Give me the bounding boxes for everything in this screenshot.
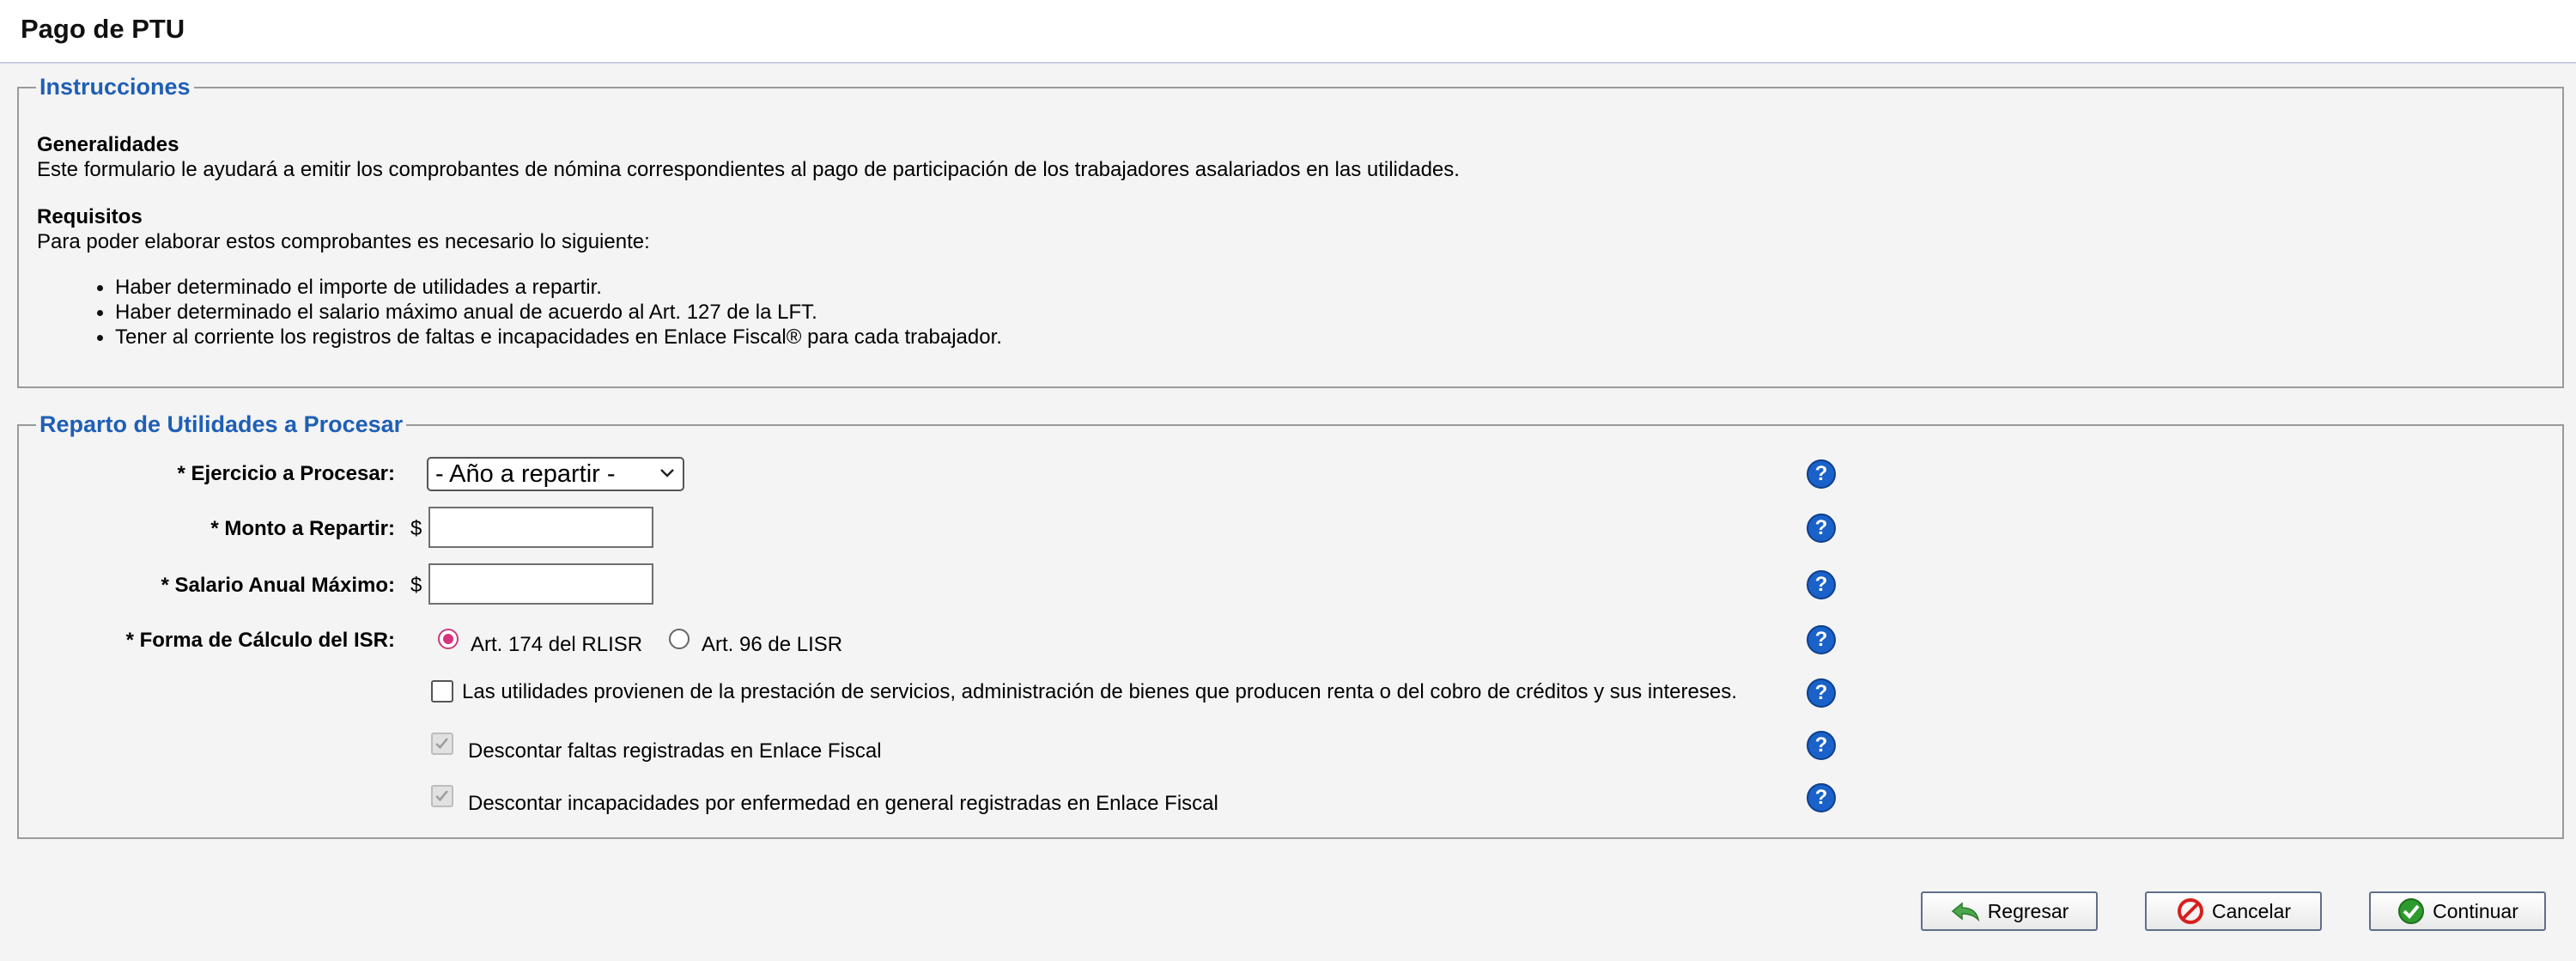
reparto-panel [17, 411, 2564, 839]
chevron-down-icon [660, 469, 674, 477]
help-icon[interactable]: ? [1807, 678, 1836, 708]
checkmark-circle-icon [2397, 897, 2426, 926]
instructions-legend: Instrucciones [39, 74, 191, 100]
help-icon[interactable]: ? [1807, 570, 1836, 599]
requisitos-title: Requisitos [37, 205, 143, 228]
radio-art174-label: Art. 174 del RLISR [471, 633, 643, 656]
help-icon[interactable]: ? [1807, 731, 1836, 760]
page-header [0, 0, 2576, 64]
radio-art96-label: Art. 96 de LISR [702, 633, 843, 656]
help-icon[interactable]: ? [1807, 625, 1836, 654]
requisitos-list [115, 275, 1002, 350]
ejercicio-select[interactable] [427, 457, 684, 491]
list-item: Haber determinado el salario máximo anual de acuerdo al Art. 127 de la LFT. [115, 300, 1002, 325]
incapacidades-checkbox[interactable] [431, 785, 453, 807]
monto-input[interactable] [428, 507, 653, 548]
incapacidades-label: Descontar incapacidades por enfermedad en general registradas en Enlace Fiscal [468, 792, 1218, 815]
servicios-label: Las utilidades provienen de la prestación de servicios, administración de bienes que producen renta o del cobro de créditos y sus intereses. [462, 680, 1737, 703]
back-arrow-icon [1950, 901, 1981, 921]
page-title: Pago de PTU [21, 14, 185, 44]
ejercicio-selected-value: - Año a repartir - [435, 460, 616, 488]
currency-symbol: $ [410, 574, 422, 597]
requisitos-text: Para poder elaborar estos comprobantes es necesario lo siguiente: [37, 230, 650, 253]
continuar-button[interactable] [2369, 891, 2546, 931]
regresar-label: Regresar [1987, 899, 2069, 922]
salario-label: * Salario Anual Máximo: [161, 574, 395, 597]
radio-art174[interactable] [438, 629, 459, 649]
generalidades-title: Generalidades [37, 133, 179, 156]
help-icon[interactable]: ? [1807, 514, 1836, 543]
currency-symbol: $ [410, 517, 422, 540]
list-item: Tener al corriente los registros de faltas e incapacidades en Enlace Fiscal® para cada trabajador. [115, 325, 1002, 349]
help-icon[interactable]: ? [1807, 459, 1836, 489]
generalidades-text: Este formulario le ayudará a emitir los comprobantes de nómina correspondientes al pago de participación de los trabajadores asalariados en las utilidades. [37, 158, 1460, 181]
faltas-checkbox[interactable] [431, 733, 453, 755]
salario-input[interactable] [428, 563, 653, 605]
check-icon [433, 787, 452, 806]
cancel-icon [2176, 897, 2205, 926]
help-icon[interactable]: ? [1807, 783, 1836, 812]
check-icon [433, 734, 452, 753]
servicios-checkbox[interactable] [431, 680, 453, 703]
cancelar-button[interactable] [2145, 891, 2322, 931]
list-item: Haber determinado el importe de utilidades a repartir. [115, 275, 1002, 300]
ejercicio-label: * Ejercicio a Procesar: [177, 462, 395, 485]
forma-calculo-label: * Forma de Cálculo del ISR: [125, 629, 395, 652]
radio-art96[interactable] [669, 629, 690, 649]
monto-label: * Monto a Repartir: [210, 517, 395, 540]
regresar-button[interactable] [1921, 891, 2098, 931]
cancelar-label: Cancelar [2211, 899, 2292, 922]
continuar-label: Continuar [2433, 899, 2518, 922]
reparto-legend: Reparto de Utilidades a Procesar [39, 411, 404, 437]
faltas-label: Descontar faltas registradas en Enlace Fiscal [468, 739, 882, 763]
